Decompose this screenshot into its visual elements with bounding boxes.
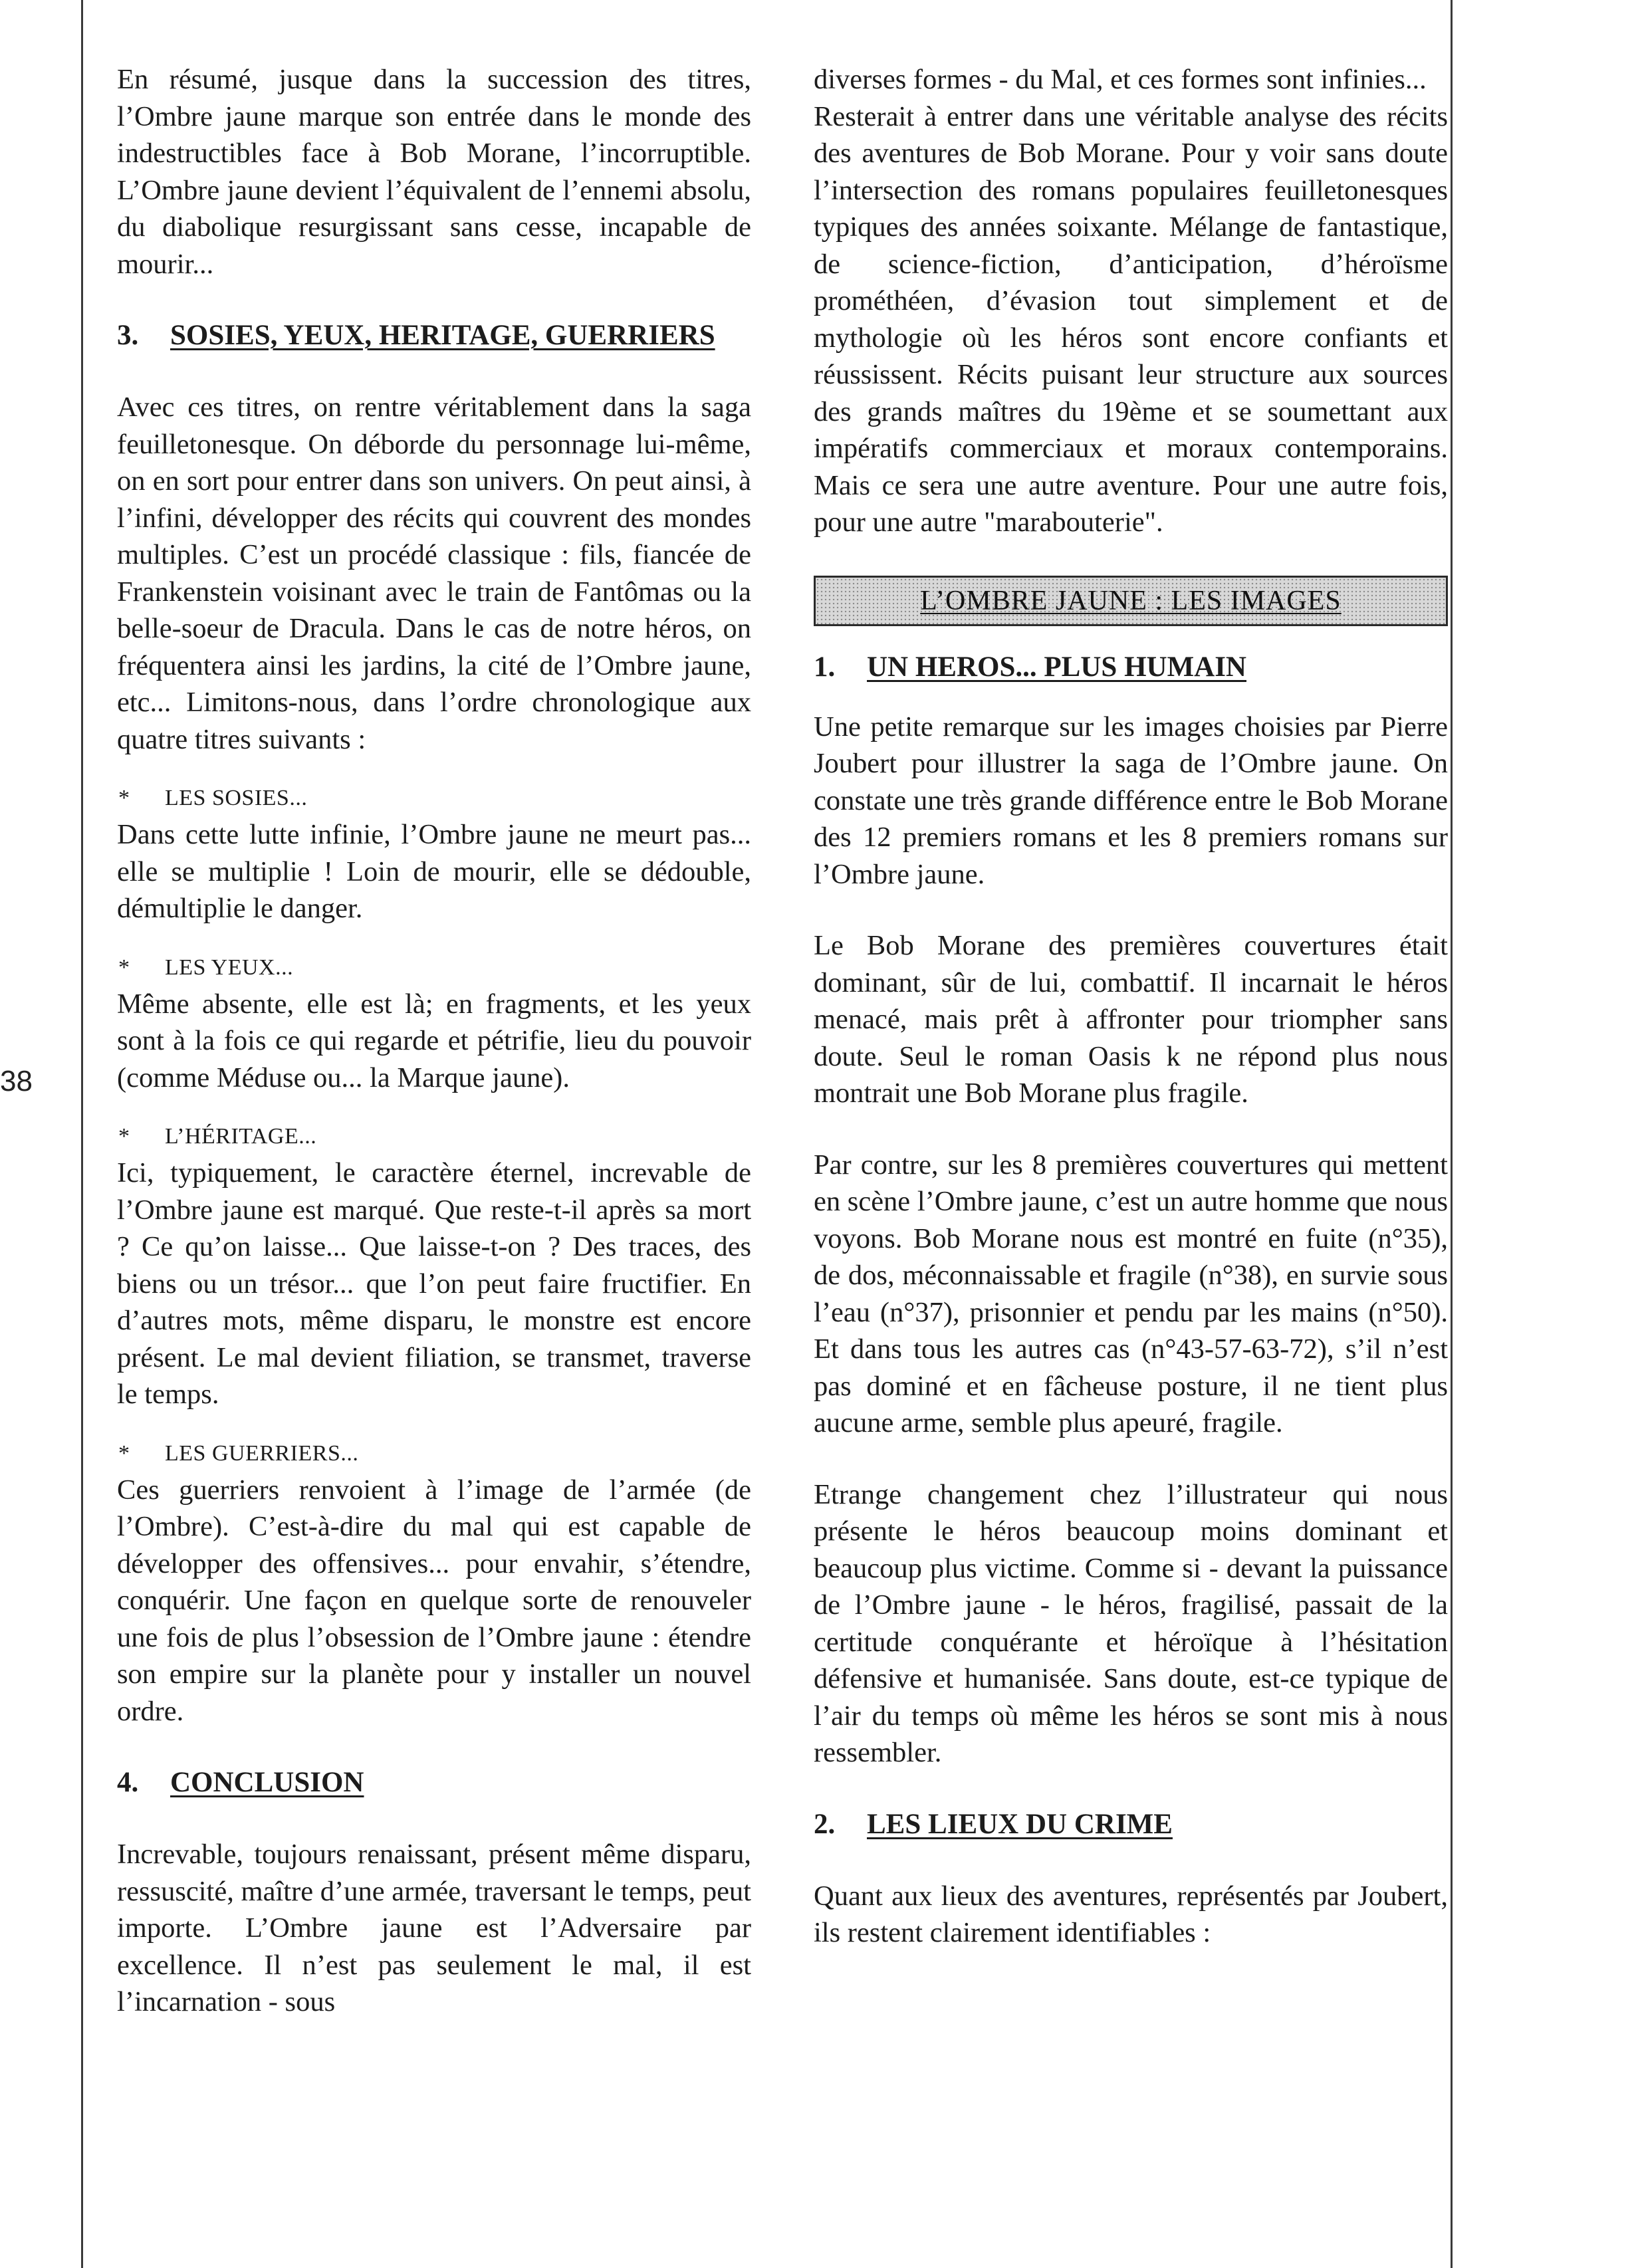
paragraph: Même absente, elle est là; en fragments, et les yeux sont à la fois ce qui regarde et pétrifie, lieu du pouvoir (comme Méduse ou... la Marque jaune). — [117, 988, 751, 1093]
paragraph: diverses formes - du Mal, et ces formes sont infinies... — [814, 64, 1427, 95]
section-heading-4 — [117, 1764, 751, 1801]
paragraph: Quant aux lieux des aventures, représentés par Joubert, ils restent clairement identifiables : — [814, 1880, 1448, 1948]
paragraph: Une petite remarque sur les images choisies par Pierre Joubert pour illustrer la saga de l’Ombre jaune. On constate une très grande différence entre le Bob Morane des 12 premiers romans et les 8 premiers romans sur l’Ombre jaune. — [814, 711, 1448, 890]
paragraph: En résumé, jusque dans la succession des titres, l’Ombre jaune marque son entrée dans le monde des indestructibles face à Bob Morane, l’incorruptible. L’Ombre jaune devient l’équivalent de l’ennemi absolu, du diabolique resurgissant sans cesse, incapable de mourir... — [117, 64, 751, 280]
banner-title: L’OMBRE JAUNE : LES IMAGES — [920, 585, 1342, 616]
subsection-heading-2 — [814, 1806, 1448, 1843]
left-column — [117, 61, 751, 2021]
right-margin-rule — [1451, 0, 1453, 2268]
bullet-star: * — [118, 955, 130, 980]
section-title: LES LIEUX DU CRIME — [867, 1808, 1173, 1840]
paragraph: Le Bob Morane des premières couvertures était dominant, sûr de lui, combattif. Il incarnait le héros menacé, mais prêt à affronter pour triompher sans doute. Seul le roman Oasis k ne répond plus nous montrait une Bob Morane plus fragile. — [814, 930, 1448, 1109]
paragraph: Increvable, toujours renaissant, présent même disparu, ressuscité, maître d’une armée, traversant le temps, peut importe. L’Ombre jaune est l’Adversaire par excellence. Il n’est pas seulement le mal, il est l’incarnation - sous — [117, 1839, 751, 2017]
right-column — [814, 61, 1448, 1952]
section-title: CONCLUSION — [170, 1767, 364, 1798]
paragraph: Par contre, sur les 8 premières couvertures qui mettent en scène l’Ombre jaune, c’est un autre homme que nous voyons. Bob Morane nous est montré en fuite (n°35), de dos, méconnaissable et fragile (n°38), en survie sous l’eau (n°37), prisonnier et pendu par les mains (n°50). Et dans tous les autres cas (n°43-57-63-72), s’il n’est pas dominé et en fâcheuse posture, il ne tient plus aucune arme, semble plus apeuré, fragile. — [814, 1149, 1448, 1438]
section-number: 1. — [814, 651, 836, 683]
list-item-title: * LES SOSIES... — [117, 780, 751, 816]
paragraph: Resterait à entrer dans une véritable analyse des récits des aventures de Bob Morane. Pour y voir sans doute l’intersection des romans populaires feuilletonesques typiques des années soixante. Mélange de fantastique, de science-fiction, d’anticipation, d’héroïsme prométhéen, d’évasion tout simplement et de mythologie où les héros sont encore confiants et réussissent. Récits puisant leur structure aux sources des grands maîtres du 19ème et se soumettant aux impératifs commerciaux et moraux contemporains. Mais ce sera une autre aventure. Pour une autre fois, pour une autre "marabouterie". — [814, 100, 1448, 538]
list-item-title: * L’HÉRITAGE... — [117, 1119, 751, 1155]
section-number: 4. — [117, 1767, 139, 1798]
subsection-heading-1 — [814, 649, 1448, 686]
paragraph: Etrange changement chez l’illustrateur qui nous présente le héros beaucoup moins dominant et beaucoup plus victime. Comme si - devant la puissance de l’Ombre jaune - le héros, fragilisé, passait de la certitude conquérante et héroïque à l’hésitation défensive et humanisée. Sans doute, est-ce typique de l’air du temps où même les héros se sont mis à nous ressembler. — [814, 1478, 1448, 1768]
page-number: 38 — [0, 1065, 33, 1097]
bullet-star: * — [118, 1124, 130, 1149]
bullet-star: * — [118, 786, 130, 810]
left-margin-rule — [81, 0, 83, 2268]
section-number: 2. — [814, 1808, 836, 1840]
paragraph: Avec ces titres, on rentre véritablement dans la saga feuilletonesque. On déborde du personnage lui-même, on en sort pour entrer dans son univers. On peut ainsi, à l’infini, développer des récits qui couvrent des mondes multiples. C’est un procédé classique : fils, fiancée de Frankenstein voisinant avec le train de Fantômas ou la belle-soeur de Dracula. Dans le cas de notre héros, on fréquentera ainsi les jardins, la cité de l’Ombre jaune, etc... Limitons-nous, dans l’ordre chronologique aux quatre titres suivants : — [117, 392, 751, 755]
section-number: 3. — [117, 320, 139, 351]
section-title: UN HEROS... PLUS HUMAIN — [867, 651, 1246, 683]
list-item-title: * LES YEUX... — [117, 950, 751, 986]
paragraph: Dans cette lutte infinie, l’Ombre jaune ne meurt pas... elle se multiplie ! Loin de mourir, elle se dédouble, démultiplie le danger. — [117, 819, 751, 924]
paragraph: Ici, typiquement, le caractère éternel, increvable de l’Ombre jaune est marqué. Que reste-t-il après sa mort ? Ce qu’on laisse... Que laisse-t-on ? Des traces, des biens ou un trésor... que l’on peut faire fructifier. En d’autres mots, même disparu, le monstre est encore présent. Le mal devient filiation, se transmet, traverse le temps. — [117, 1157, 751, 1410]
section-title: SOSIES, YEUX, HERITAGE, GUERRIERS — [170, 320, 715, 351]
list-item-title: * LES GUERRIERS... — [117, 1436, 751, 1472]
section-heading-3 — [117, 317, 751, 354]
paragraph: Ces guerriers renvoient à l’image de l’armée (de l’Ombre). C’est-à-dire du mal qui est capable de développer des offensives... pour envahir, s’étendre, conquérir. Une façon en quelque sorte de renouveler une fois de plus l’obsession de l’Ombre jaune : étendre son empire sur la planète pour y installer un nouvel ordre. — [117, 1474, 751, 1727]
section-banner — [814, 576, 1448, 626]
bullet-star: * — [118, 1440, 130, 1466]
